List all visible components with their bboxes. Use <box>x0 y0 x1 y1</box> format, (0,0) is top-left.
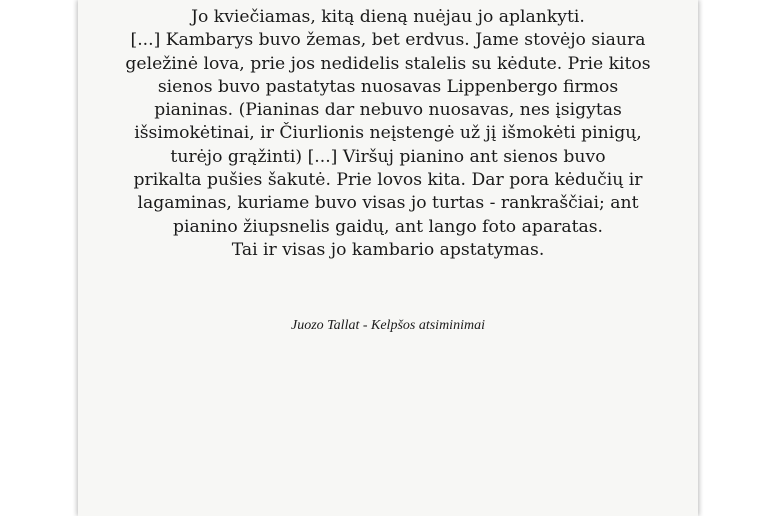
quote-line: Jo kviečiamas, kitą dieną nuėjau jo aplankyti. <box>191 7 585 27</box>
quote-paragraph <box>78 6 698 262</box>
quote-line: turėjo grąžinti) [...] Viršuj pianino ant sienos buvo <box>170 146 606 167</box>
quote-line: [...] Kambarys buvo žemas, bet erdvus. Jame stovėjo siaura <box>130 30 646 51</box>
quote-line: lagaminas, kuriame buvo visas jo turtas - rankraščiai; ant <box>137 193 639 214</box>
attribution-signature: Juozo Tallat - Kelpšos atsiminimai <box>291 318 485 333</box>
quote-line: pianinas. (Pianinas dar nebuvo nuosavas, nes įsigytas <box>154 100 622 121</box>
quote-line: išsimokėtinai, ir Čiurlionis neįstengė už jį išmokėti pinigų, <box>134 123 642 144</box>
document-page <box>78 0 698 516</box>
quote-line: Tai ir visas jo kambario apstatymas. <box>231 239 545 260</box>
quote-line: geležinė lova, prie jos nedidelis stalelis su kėdute. Prie kitos <box>125 53 651 74</box>
quote-line: pianino žiupsnelis gaidų, ant lango foto aparatas. <box>172 216 604 237</box>
quote-line: sienos buvo pastatytas nuosavas Lippenbergo firmos <box>157 76 619 97</box>
quote-line: prikalta pušies šakutė. Prie lovos kita. Dar pora kėdučių ir <box>133 170 643 191</box>
